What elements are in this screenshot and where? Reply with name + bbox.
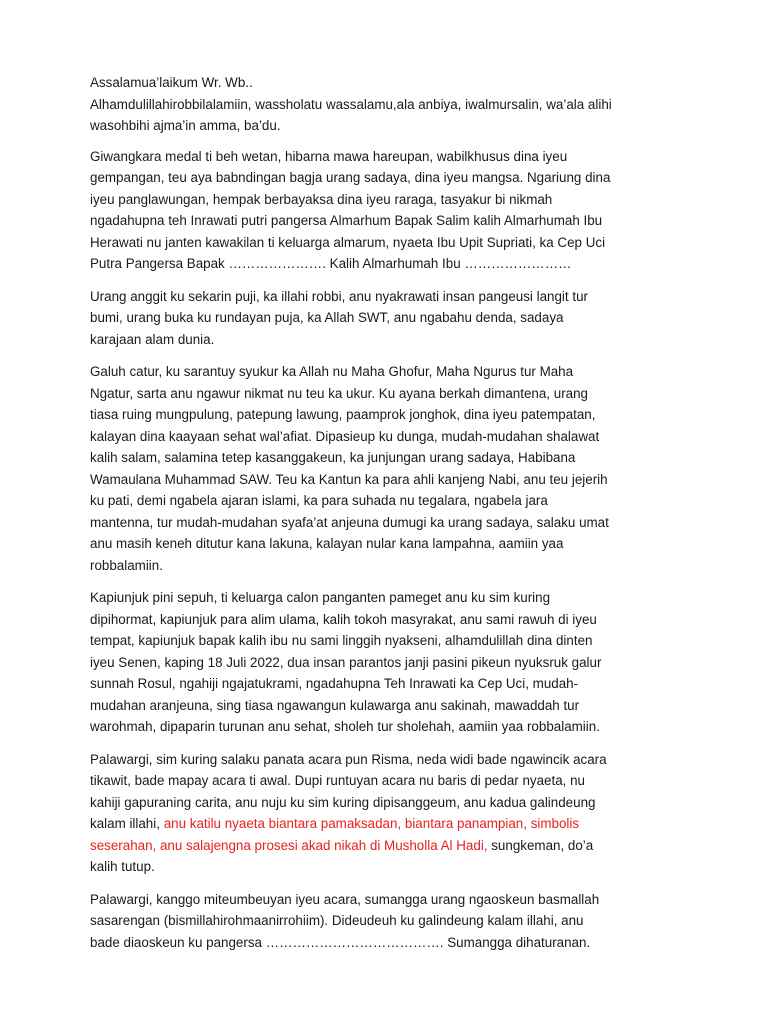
text-line (90, 447, 675, 469)
text-run: gempangan, teu aya babndingan bagja urang sadaya, dina iyeu mangsa. Ngariung dina (90, 170, 611, 185)
text-run: iyeu Senen, kaping 18 Juli 2022, dua insan parantos janji pasini pikeun nyuksruk galur (90, 654, 602, 670)
text-line (90, 490, 675, 512)
text-line (90, 555, 675, 577)
text-run: tiasa ruing mungpulung, patepung lawung, paamprok jonghok, dina iyeu patempatan, (90, 407, 596, 422)
text-run: Palawargi, sim kuring salaku panata acara pun Risma, neda widi bade ngawincik acara (90, 751, 607, 767)
text-run: ngadahupna teh Inrawati putri pangersa Almarhum Bapak Salim kalih Almarhumah Ibu (90, 213, 603, 228)
text-line (90, 910, 675, 932)
text-run: Herawati nu janten kawakilan ti keluarga almarum, nyaeta Ibu Upit Supriati, ka Cep Uci (90, 234, 606, 250)
text-run: kahiji gapuraning carita, anu nuju ku sim kuring dipisanggeum, anu kadua galindeung (90, 794, 596, 810)
text-line (90, 587, 675, 609)
text-run: Urang anggit ku sekarin puji, ka illahi robbi, anu nyakrawati insan pangeusi langit tur (90, 288, 588, 304)
text-run: mudahan aranjeuna, sing tiasa ngawangun kulawarga anu sakinah, mawaddah tur (90, 697, 580, 713)
opening-paragraph (90, 146, 675, 275)
text-line (90, 609, 675, 631)
text-line (90, 856, 675, 878)
text-line (90, 72, 675, 94)
text-line (90, 889, 675, 911)
text-run: Giwangkara medal ti beh wetan, hibarna mawa hareupan, wabilkhusus dina iyeu (90, 148, 568, 164)
text-run: bumi, urang buka ku rundayan puja, ka Allah SWT, anu ngabahu denda, sadaya (90, 310, 564, 325)
text-line (90, 210, 675, 232)
text-run: kalam illahi, (90, 816, 164, 831)
highlighted-text-run: anu katilu nyaeta biantara pamaksadan, biantara panampian, simbolis (163, 816, 580, 831)
text-run: kalih tutup. (90, 859, 155, 874)
greeting-paragraph (90, 72, 675, 137)
text-run: karajaan alam dunia. (90, 331, 215, 347)
text-line (90, 361, 675, 383)
text-line (90, 533, 675, 555)
text-run: bade diaoskeun ku pangersa …………………………………. Sumangga dihaturanan. (90, 934, 591, 950)
text-run: sasarengan (bismillahirohmaanirrohiim). Dideudeuh ku galindeung kalam illahi, anu (90, 913, 584, 928)
text-run: Assalamua’laikum Wr. Wb.. (90, 75, 253, 90)
text-line (90, 512, 675, 534)
agenda-paragraph (90, 749, 675, 878)
text-line (90, 630, 675, 652)
text-line (90, 329, 675, 351)
text-run: sungkeman, do’a (487, 837, 594, 853)
closing-paragraph (90, 889, 675, 954)
text-line (90, 167, 675, 189)
text-line (90, 189, 675, 211)
praise-paragraph (90, 286, 675, 351)
text-run: robbalamiin. (90, 557, 163, 573)
text-line (90, 469, 675, 491)
text-line (90, 383, 675, 405)
text-line (90, 813, 675, 835)
text-line (90, 749, 675, 771)
text-line (90, 115, 675, 137)
highlighted-text-run: seserahan, anu salajengna prosesi akad nikah di Musholla Al Hadi, (90, 837, 488, 853)
text-line (90, 307, 675, 329)
text-run: Wamaulana Muhammad SAW. Teu ka Kantun ka para ahli kanjeng Nabi, anu teu jejerih (90, 471, 608, 487)
text-line (90, 716, 675, 738)
text-run: wasohbihi ajma’in amma, ba’du. (90, 118, 281, 133)
text-line (90, 253, 675, 275)
address-paragraph (90, 587, 675, 738)
text-run: Galuh catur, ku sarantuy syukur ka Allah nu Maha Ghofur, Maha Ngurus tur Maha (90, 364, 574, 379)
text-run: kalayan dina kaayaan sehat wal’afiat. Dipasieup ku dunga, mudah-mudahan shalawat (90, 428, 600, 444)
text-run: sunnah Rosul, ngahiji ngajatukrami, ngadahupna Teh Inrawati ka Cep Uci, mudah- (90, 676, 579, 691)
text-line (90, 232, 675, 254)
text-run: iyeu panglawungan, hempak berbayaksa dina iyeu raraga, tasyakur bi nikmah (90, 191, 553, 207)
text-run: mantenna, tur mudah-mudahan syafa’at anjeuna dumugi ka urang sadaya, salaku umat (90, 514, 609, 530)
gratitude-paragraph (90, 361, 675, 576)
text-run: Alhamdulillahirobbilalamiin, wassholatu wassalamu,ala anbiya, iwalmursalin, wa’ala alihi (90, 96, 612, 112)
text-run: kalih salam, salamina tetep kasanggakeun, ka junjungan urang sadaya, Habibana (90, 450, 576, 465)
text-run: Ngatur, sarta anu ngawur nikmat nu teu ka ukur. Ku ayana berkah dimantena, urang (90, 385, 588, 401)
text-run: tempat, kapiunjuk bapak kalih ibu nu sami linggih nyakseni, alhamdulillah dina dinten (90, 633, 593, 648)
text-line (90, 695, 675, 717)
text-line (90, 286, 675, 308)
text-run: ku pati, demi ngabela ajaran islami, ka para suhada nu tegalara, ngabela jara (90, 493, 548, 508)
text-line (90, 673, 675, 695)
text-line (90, 835, 675, 857)
text-line (90, 426, 675, 448)
text-run: anu masih keneh ditutur kana lakuna, kalayan nular kana lampahna, aamiin yaa (90, 536, 564, 551)
text-line (90, 404, 675, 426)
text-run: Kapiunjuk pini sepuh, ti keluarga calon panganten pameget anu ku sim kuring (90, 590, 551, 605)
text-line (90, 94, 675, 116)
text-line (90, 146, 675, 168)
text-run: Palawargi, kanggo miteumbeuyan iyeu acara, sumangga urang ngaoskeun basmallah (90, 891, 600, 907)
text-run: tikawit, bade mapay acara ti awal. Dupi runtuyan acara nu baris di pedar nyaeta, nu (90, 773, 585, 788)
text-line (90, 792, 675, 814)
document-page (90, 72, 675, 964)
text-line (90, 770, 675, 792)
text-run: warohmah, dipaparin turunan anu sehat, sholeh tur sholehah, aamiin yaa robbalamiin. (90, 719, 600, 734)
text-line (90, 652, 675, 674)
text-line (90, 932, 675, 954)
text-run: dipihormat, kapiunjuk para alim ulama, kalih tokoh masyrakat, anu sami rawuh di iyeu (90, 611, 597, 627)
text-run: Putra Pangersa Bapak …………………. Kalih Almarhumah Ibu …………………… (90, 256, 572, 271)
